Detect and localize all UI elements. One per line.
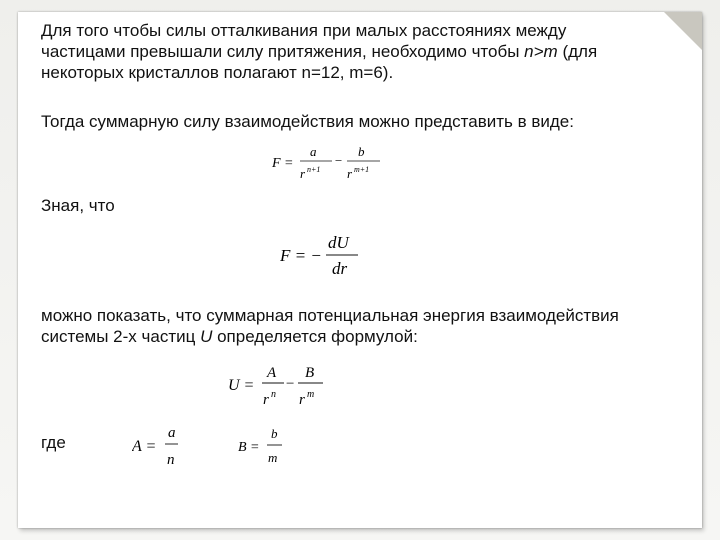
formula-B-den: m: [268, 450, 278, 465]
formula-energy-minus: −: [285, 376, 296, 392]
paragraph-condition: [41, 20, 597, 83]
formula-B: [238, 424, 298, 470]
formula-A-den: n: [167, 452, 175, 468]
formula-energy-num1: A: [267, 365, 277, 381]
formula-B-svg: [238, 424, 298, 470]
formula-A-svg: [132, 420, 192, 472]
paragraph-potential-energy: [41, 305, 619, 347]
formula-force-den1-base: r: [300, 166, 306, 181]
paragraph-where: где: [41, 433, 66, 452]
formula-force-den2-exp: m+1: [354, 165, 370, 174]
formula-B-num: b: [271, 426, 278, 441]
formula-force-den1-exp: n+1: [307, 165, 321, 174]
paragraph-condition-text-1: Для того чтобы силы отталкивания при малых расстояниях между частицами превышали силу притяжения, необходимо чтобы: [41, 21, 567, 61]
paragraph-energy-text-2: определяется формулой:: [212, 327, 418, 346]
formula-force-derivative: [280, 228, 370, 280]
paragraph-knowing-that: Зная, что: [41, 196, 115, 215]
formula-force-den2-base: r: [347, 166, 353, 181]
formula-energy-lhs: U =: [228, 377, 255, 394]
condition-n-greater-m: n>m: [524, 42, 558, 61]
formula-derivative-den: dr: [332, 259, 348, 278]
formula-force-derivative-svg: [280, 228, 370, 280]
paragraph-total-force-intro: Тогда суммарную силу взаимодействия можно представить в виде:: [41, 112, 574, 131]
formula-energy-den1-base: r: [263, 392, 269, 408]
formula-derivative-lhs: F = −: [280, 246, 322, 265]
formula-B-lhs: B =: [238, 440, 260, 455]
page-corner-decoration: [664, 12, 702, 50]
formula-potential-energy: [226, 360, 336, 412]
formula-energy-den2-base: r: [299, 392, 305, 408]
paragraph-energy-text-1: можно показать, что суммарная потенциальная энергия взаимодействия системы 2-х частиц: [41, 306, 619, 346]
formula-force-minus: −: [334, 153, 343, 168]
formula-force-num1: a: [310, 144, 317, 159]
formula-total-force: [270, 142, 390, 186]
formula-potential-energy-svg: [226, 360, 336, 412]
formula-force-lhs: F =: [272, 156, 294, 171]
formula-energy-den2-exp: m: [307, 389, 315, 400]
formula-A: [132, 420, 192, 472]
formula-force-num2: b: [358, 144, 365, 159]
paragraph-condition-text-2: (для некоторых кристаллов полагают n=12, m=6).: [41, 42, 598, 82]
formula-derivative-num: dU: [328, 233, 349, 252]
formula-A-lhs: A =: [132, 438, 157, 455]
formula-energy-num2: B: [305, 365, 315, 381]
formula-energy-den1-exp: n: [271, 389, 276, 400]
formula-A-num: a: [168, 425, 176, 441]
formula-total-force-svg: [270, 142, 390, 186]
variable-U: U: [200, 327, 213, 346]
